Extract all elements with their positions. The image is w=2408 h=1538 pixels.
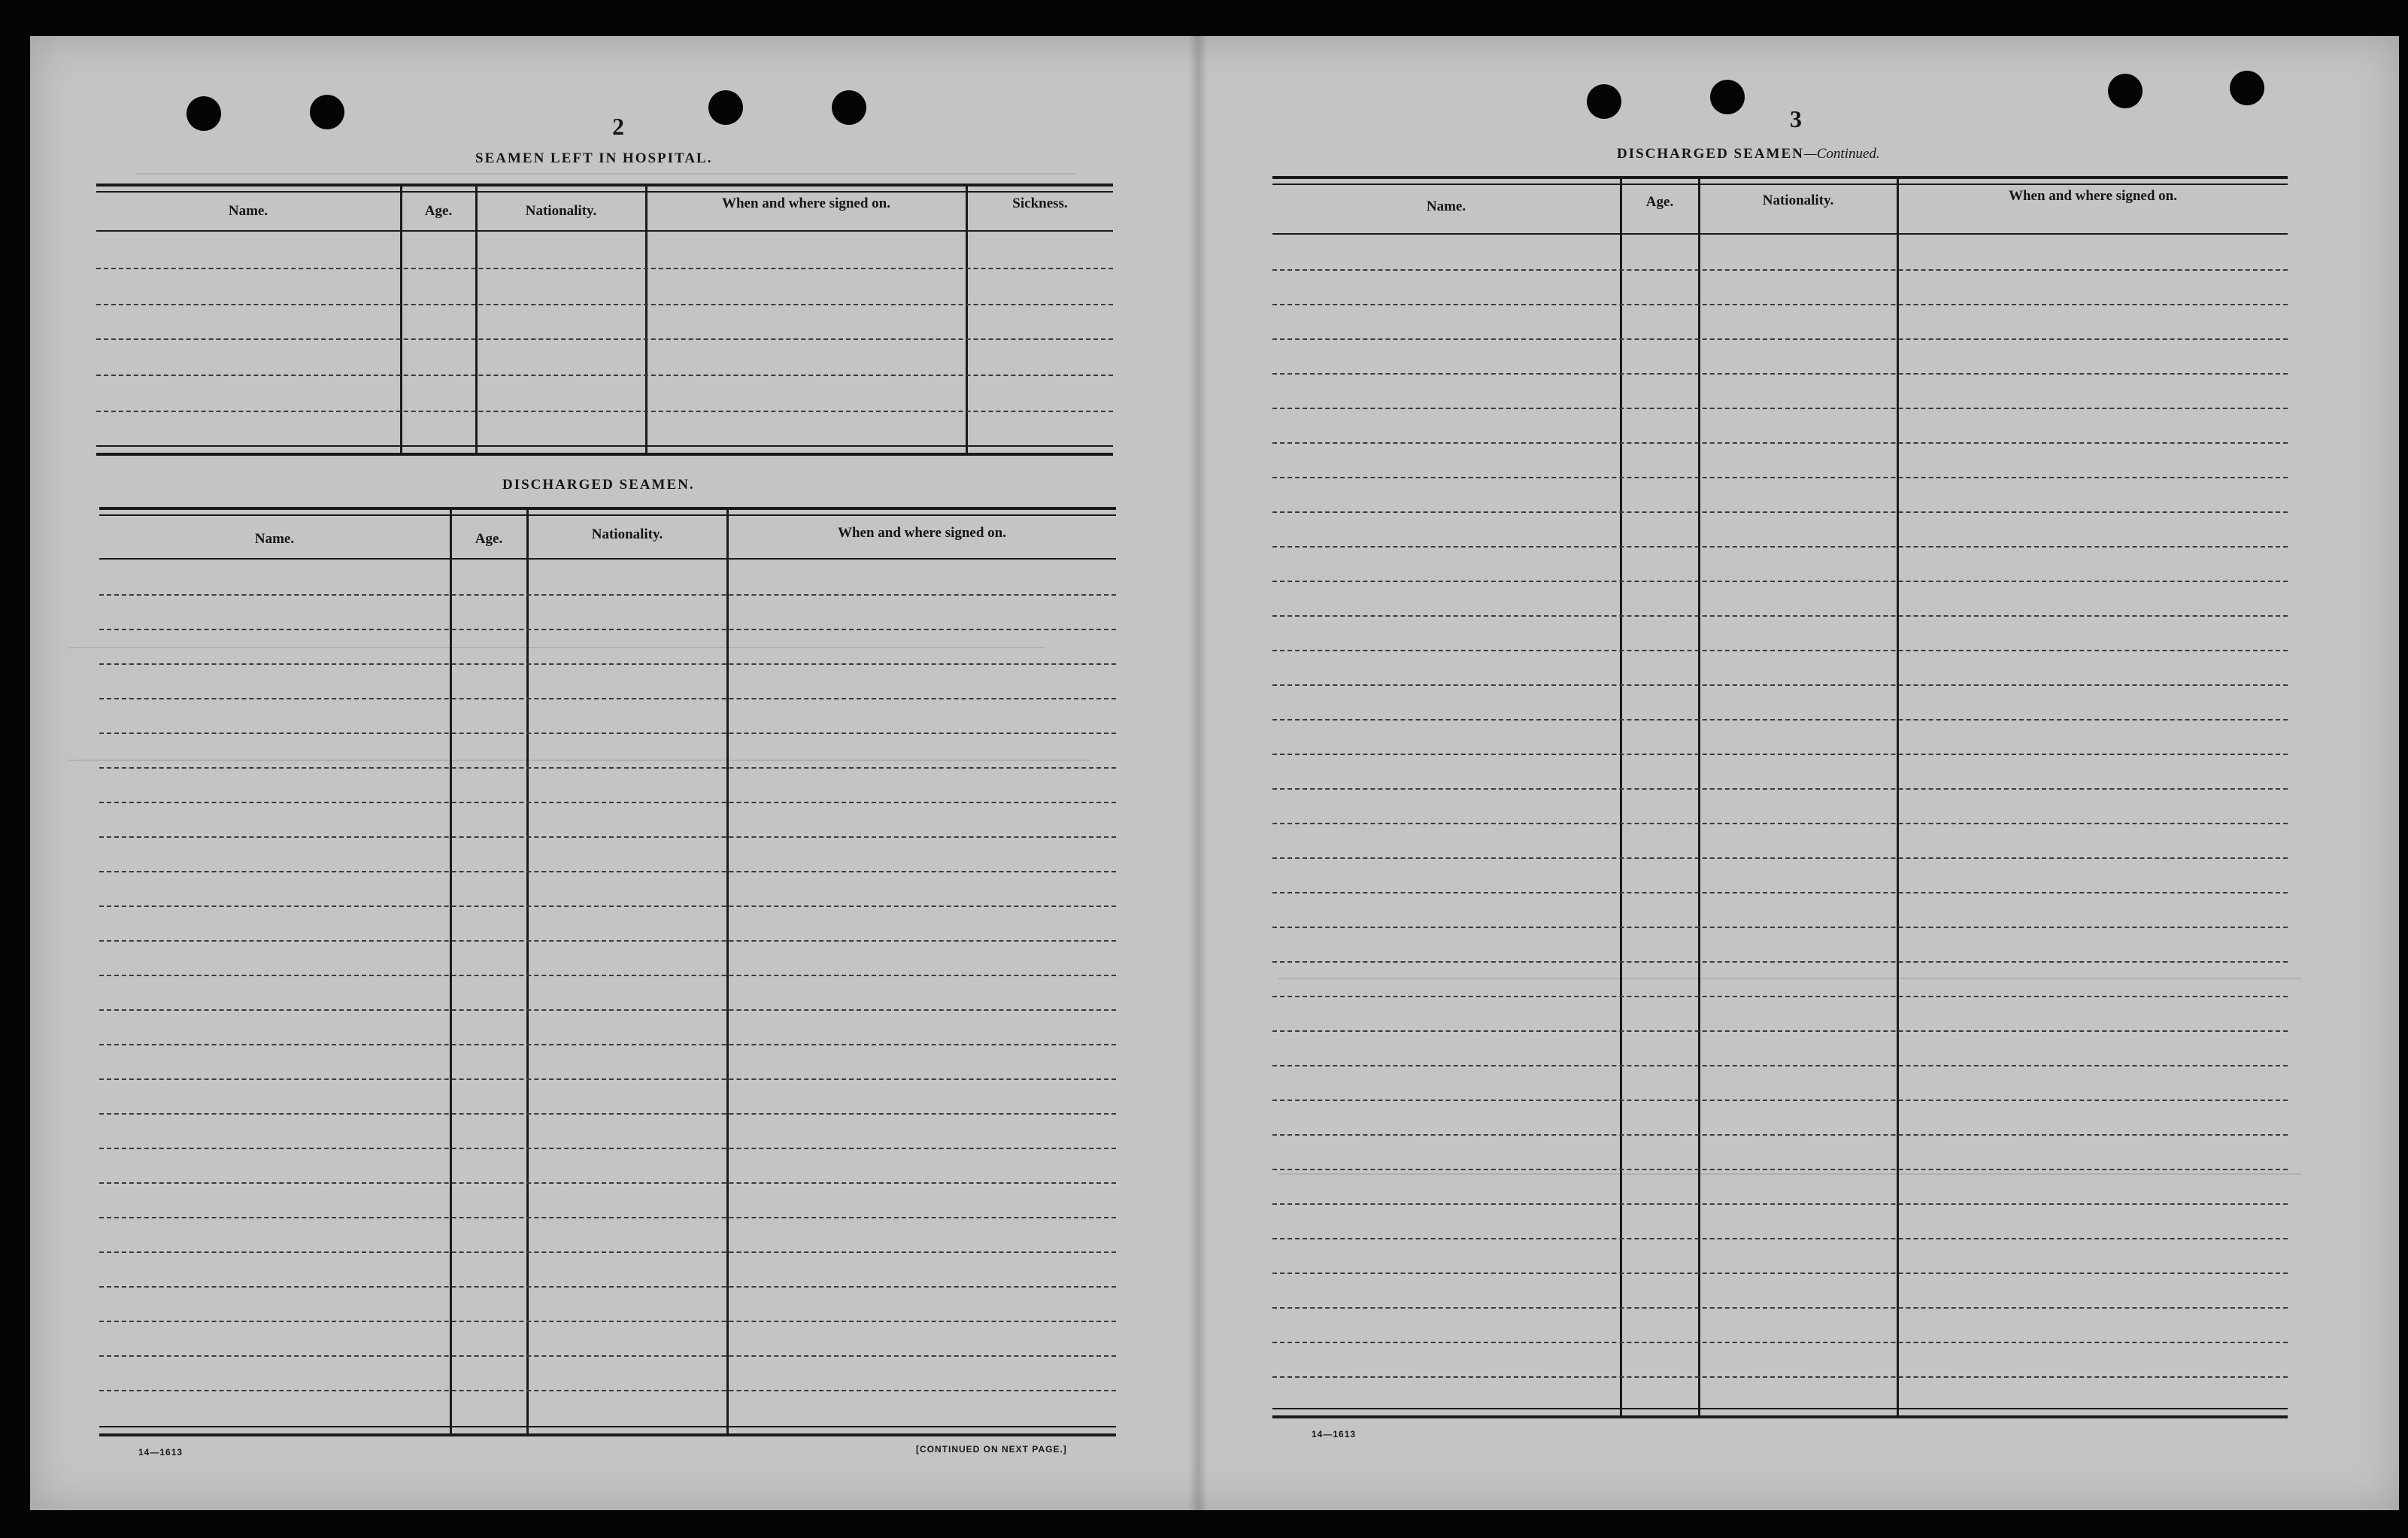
entry-row	[99, 1355, 1116, 1357]
entry-row	[1272, 754, 2288, 755]
col-header-signed-on: When and where signed on.	[837, 525, 1006, 541]
col-header-signed-on: When and where signed on.	[721, 196, 890, 211]
entry-row	[1272, 1203, 2288, 1205]
col-header-name: Name.	[254, 531, 295, 547]
entry-row	[1272, 788, 2288, 790]
entry-row	[99, 1217, 1116, 1218]
entry-row	[1272, 408, 2288, 409]
entry-row	[1272, 373, 2288, 375]
header-rule	[99, 558, 1116, 560]
page-fold	[1188, 36, 1208, 1510]
entry-row	[99, 698, 1116, 699]
entry-row	[96, 304, 1113, 305]
table-top-rule	[1272, 184, 2288, 185]
table-top-rule	[1272, 176, 2288, 179]
entry-row	[1272, 1307, 2288, 1309]
table-bottom-rule	[99, 1433, 1116, 1436]
col-header-age: Age.	[424, 203, 453, 219]
discharged-table	[99, 507, 1116, 1449]
right-form-number: 14—1613	[1312, 1429, 1357, 1439]
col-header-sickness: Sickness.	[1012, 196, 1068, 211]
entry-row	[1272, 1065, 2288, 1066]
entry-row	[1272, 927, 2288, 928]
entry-row	[99, 1078, 1116, 1080]
column-divider	[526, 507, 529, 1436]
entry-row	[1272, 511, 2288, 513]
column-divider	[475, 184, 478, 456]
entry-row	[99, 733, 1116, 734]
entry-row	[99, 975, 1116, 976]
column-divider	[1698, 176, 1700, 1418]
hospital-section-title: SEAMEN LEFT IN HOSPITAL.	[475, 150, 713, 166]
entry-row	[1272, 477, 2288, 478]
table-top-rule	[99, 514, 1116, 516]
col-header-nationality: Nationality.	[525, 203, 597, 219]
entry-row	[99, 1113, 1116, 1115]
entry-row	[99, 629, 1116, 630]
col-header-nationality: Nationality.	[591, 526, 663, 542]
entry-row	[1272, 1134, 2288, 1136]
table-bottom-rule	[96, 453, 1113, 456]
left-form-number: 14—1613	[138, 1447, 183, 1458]
entry-row	[96, 375, 1113, 376]
continued-note: [CONTINUED ON NEXT PAGE.]	[916, 1444, 1067, 1455]
entry-row	[1272, 650, 2288, 651]
punch-hole	[187, 96, 221, 131]
entry-row	[1272, 996, 2288, 997]
entry-row	[99, 1182, 1116, 1184]
entry-row	[1272, 546, 2288, 548]
punch-hole	[1710, 80, 1745, 114]
entry-row	[1272, 1238, 2288, 1239]
entry-row	[99, 1251, 1116, 1253]
table-top-rule	[96, 191, 1113, 193]
entry-row	[99, 940, 1116, 942]
entry-row	[1272, 269, 2288, 271]
col-header-nationality: Nationality.	[1762, 193, 1834, 208]
entry-row	[99, 802, 1116, 803]
entry-row	[99, 1044, 1116, 1045]
table-top-rule	[99, 507, 1116, 510]
entry-row	[99, 663, 1116, 665]
col-header-name: Name.	[1426, 199, 1466, 214]
entry-row	[1272, 719, 2288, 720]
entry-row	[1272, 892, 2288, 893]
left-page-number: 2	[612, 113, 625, 140]
col-header-age: Age.	[475, 531, 503, 547]
punch-hole	[1587, 84, 1621, 119]
entry-row	[1272, 615, 2288, 617]
entry-row	[1272, 581, 2288, 582]
column-divider	[726, 507, 729, 1436]
discharged-section-title: DISCHARGED SEAMEN.	[502, 477, 695, 493]
column-divider	[1897, 176, 1899, 1418]
table-top-rule	[96, 184, 1113, 187]
entry-row	[99, 1321, 1116, 1322]
punch-hole	[2108, 74, 2143, 108]
entry-row	[1272, 1273, 2288, 1274]
bleed-through	[135, 173, 1075, 174]
title-continued: —Continued.	[1803, 146, 1880, 162]
entry-row	[99, 871, 1116, 872]
col-header-name: Name.	[228, 203, 268, 219]
entry-row	[99, 906, 1116, 907]
column-divider	[645, 184, 647, 456]
header-rule	[1272, 233, 2288, 235]
entry-row	[96, 338, 1113, 340]
entry-row	[1272, 961, 2288, 963]
hospital-table	[96, 184, 1113, 460]
column-divider	[1620, 176, 1622, 1418]
discharged-continued-table	[1272, 176, 2288, 1423]
entry-row	[1272, 823, 2288, 824]
entry-row	[99, 767, 1116, 769]
entry-row	[1272, 684, 2288, 686]
punch-hole	[832, 90, 866, 125]
entry-row	[99, 1390, 1116, 1391]
table-bottom-rule	[99, 1426, 1116, 1427]
entry-row	[1272, 1169, 2288, 1170]
punch-hole	[2230, 71, 2264, 105]
right-page-number: 3	[1790, 105, 1803, 132]
entry-row	[1272, 1030, 2288, 1032]
discharged-continued-title	[1617, 146, 1880, 162]
entry-row	[1272, 1342, 2288, 1343]
title-main: DISCHARGED SEAMEN	[1617, 146, 1804, 162]
entry-row	[99, 594, 1116, 596]
entry-row	[1272, 304, 2288, 305]
header-rule	[96, 230, 1113, 232]
table-bottom-rule	[1272, 1408, 2288, 1409]
punch-hole	[708, 90, 743, 125]
table-bottom-rule	[96, 445, 1113, 447]
entry-row	[99, 1286, 1116, 1288]
column-divider	[400, 184, 402, 456]
entry-row	[1272, 442, 2288, 444]
entry-row	[96, 411, 1113, 412]
punch-hole	[310, 95, 344, 129]
table-bottom-rule	[1272, 1415, 2288, 1418]
entry-row	[96, 268, 1113, 269]
entry-row	[99, 1148, 1116, 1149]
entry-row	[1272, 857, 2288, 859]
col-header-age: Age.	[1645, 194, 1674, 210]
entry-row	[99, 836, 1116, 838]
col-header-signed-on: When and where signed on.	[2008, 188, 2177, 204]
entry-row	[1272, 338, 2288, 340]
entry-row	[1272, 1376, 2288, 1378]
column-divider	[450, 507, 452, 1436]
column-divider	[966, 184, 968, 456]
entry-row	[99, 1009, 1116, 1011]
entry-row	[1272, 1100, 2288, 1101]
